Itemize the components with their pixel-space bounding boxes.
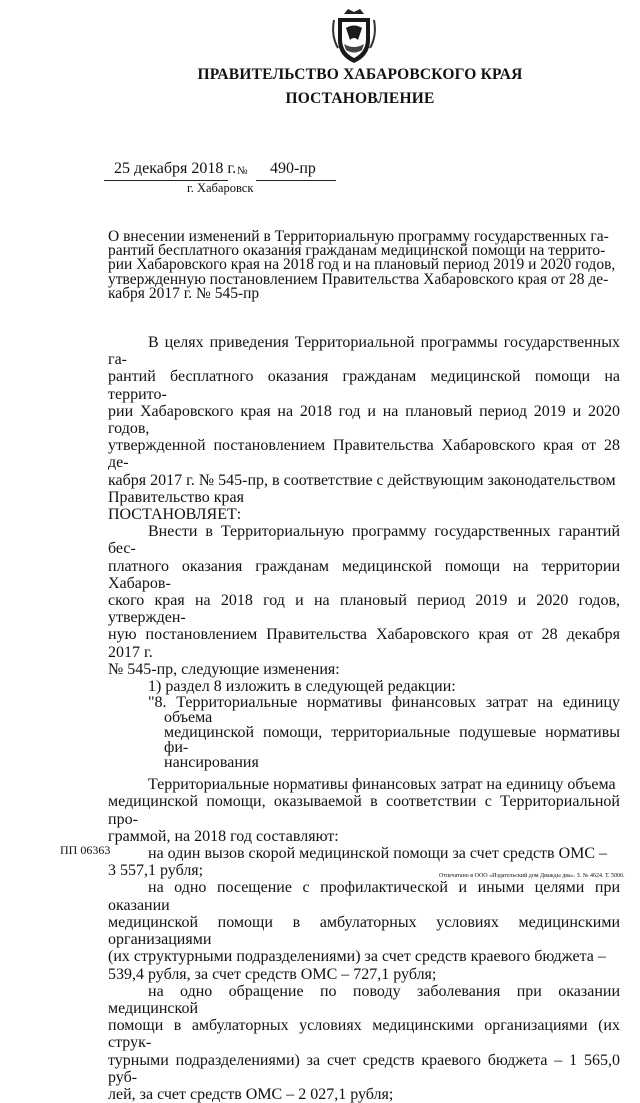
text-line: рии Хабаровского края на 2018 год и на плановый период 2019 и 2020 годов, [108, 402, 620, 438]
printer-note: Отпечатано в ООО «Издательский дом Дважды два». З. № 4624. Т. 5000. [439, 873, 625, 879]
text-line: турными подразделениями) за счет средств краевого бюджета – 1 565,0 руб- [108, 1051, 620, 1086]
number-sign: № [237, 165, 248, 177]
document-number: 490-пр [270, 160, 316, 177]
text-line: Правительство края [108, 488, 244, 506]
text-line: кабря 2017 г. № 545-пр, в соответствие с действующим законодательством [108, 471, 616, 489]
text-line: граммой, на 2018 год составляют: [108, 827, 339, 845]
paragraph-appeal [108, 983, 620, 1103]
document-body [108, 334, 620, 1103]
title-line: утвержденную постановлением Правительства Хабаровского края от 28 де- [108, 270, 609, 288]
text-line: медицинской помощи, оказываемой в соответствии с Территориальной про- [108, 793, 620, 828]
paragraph-norms [108, 776, 620, 845]
text-line: рантий бесплатного оказания гражданам медицинской помощи на террито- [108, 368, 620, 403]
resolves-heading: ПОСТАНОВЛЯЕТ: [108, 506, 242, 524]
title-line: О внесении изменений в Территориальную программу государственных га- [108, 228, 609, 245]
paragraph-visit [108, 879, 620, 982]
list-item: 1) раздел 8 изложить в следующей редакции: [148, 678, 456, 696]
text-line: утвержденной постановлением Правительства Хабаровского края от 28 де- [108, 437, 620, 472]
text-line: на одно посещение с профилактической и иными целями при оказании [108, 879, 620, 914]
preamble-paragraph [108, 334, 620, 506]
document-type: ПОСТАНОВЛЕНИЕ [285, 90, 435, 107]
text-line: Внести в Территориальную программу государственных гарантий бес- [108, 523, 620, 558]
text-line: В целях приведения Территориальной программы государственных га- [108, 334, 620, 369]
khabarovsk-coat-of-arms-icon [328, 6, 380, 66]
quoted-section-heading [108, 695, 620, 770]
document-city: г. Хабаровск [187, 181, 254, 195]
text-line: № 545-пр, следующие изменения: [108, 660, 340, 678]
document-code: ПП 06363 [60, 843, 111, 857]
document-title [108, 230, 620, 301]
text-line: лей, за счет средств ОМС – 2 027,1 рубля; [108, 1085, 394, 1103]
text-line: на один вызов скорой медицинской помощи за счет средств ОМС – [148, 845, 608, 863]
title-line: рии Хабаровского края на 2018 год и на плановый период 2019 и 2020 годов, [108, 256, 616, 274]
text-line: помощи в амбулаторных условиях медицинскими организациями (их струк- [108, 1017, 620, 1052]
text-line: (их структурными подразделениями) за счет средств краевого бюджета – [108, 948, 606, 966]
paragraph-intro [108, 523, 620, 678]
text-line: "8. Территориальные нормативы финансовых затрат на единицу объема [148, 694, 620, 727]
text-line: 539,4 рубля, за счет средств ОМС – 727,1 рубля; [108, 965, 437, 983]
text-line: медицинской помощи, территориальные подушевые нормативы фи- [164, 724, 620, 757]
text-line: на одно обращение по поводу заболевания при оказании медицинской [108, 982, 620, 1017]
text-line: Территориальные нормативы финансовых затрат на единицу объема [148, 776, 616, 794]
text-line: нансирования [164, 754, 259, 772]
document-date: 25 декабря 2018 г. [114, 160, 237, 177]
text-line: медицинской помощи в амбулаторных условиях медицинскими организациями [108, 913, 620, 949]
title-line: рантий бесплатного оказания гражданам медицинской помощи на террито- [108, 242, 606, 260]
text-line: платного оказания гражданам медицинской помощи на территории Хабаров- [108, 557, 620, 592]
government-name: ПРАВИТЕЛЬСТВО ХАБАРОВСКОГО КРАЯ [197, 66, 523, 83]
text-line: ную постановлением Правительства Хабаровского края от 28 декабря 2017 г. [108, 626, 620, 661]
text-line: 3 557,1 рубля; [108, 862, 204, 880]
number-underline [256, 180, 336, 181]
text-line: ского края на 2018 год и на плановый период 2019 и 2020 годов, утвержден- [108, 592, 620, 627]
title-line: кабря 2017 г. № 545-пр [108, 284, 260, 302]
